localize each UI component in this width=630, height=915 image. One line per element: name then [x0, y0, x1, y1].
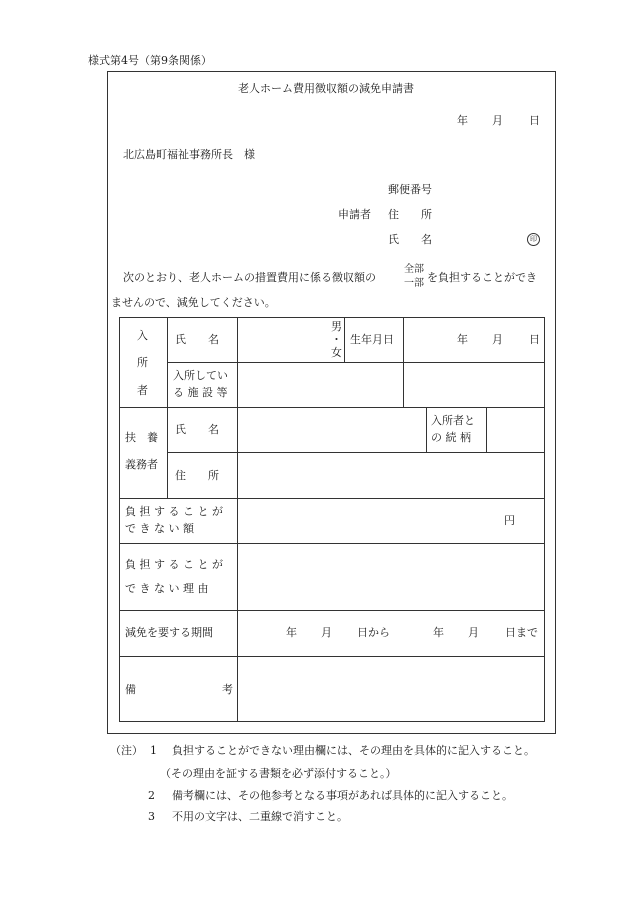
- remarks-label-char-2: 考: [222, 683, 233, 696]
- period-to-year: 年: [433, 626, 444, 639]
- period-label: 減免を要する期間: [125, 626, 213, 639]
- note-1-number: 1: [150, 744, 157, 757]
- note-3-text: 不用の文字は、二重線で消すこと。: [172, 810, 348, 823]
- resident-group-char-2: 所: [137, 356, 148, 369]
- note-2-number: 2: [148, 789, 155, 802]
- birth-day-label: 日: [529, 333, 540, 346]
- amount-label-line2: で き な い 額: [125, 522, 194, 535]
- note-3-number: 3: [148, 810, 155, 823]
- applicant-address-label: 住 所: [388, 208, 432, 221]
- relation-label-line1: 入所者と: [431, 414, 475, 427]
- gender-separator: ・: [331, 333, 342, 346]
- choice-all: 全部: [404, 264, 424, 275]
- statement-line1-after: を負担することができ: [427, 271, 537, 284]
- period-from-year: 年: [286, 626, 297, 639]
- birth-year-label: 年: [457, 333, 468, 346]
- supporter-name-label: 氏 名: [175, 423, 219, 436]
- birth-month-label: 月: [492, 333, 503, 346]
- note-1-subtext: （その理由を証する書類を必ず添付すること。）: [160, 767, 397, 780]
- resident-group-char-1: 入: [137, 329, 148, 342]
- relation-label-line2: の 続 柄: [431, 431, 471, 444]
- gender-male: 男: [331, 320, 342, 333]
- period-from-month: 月: [321, 626, 332, 639]
- form-number: 様式第4号（第9条関係）: [88, 54, 212, 67]
- period-to-month: 月: [468, 626, 479, 639]
- addressee: 北広島町福祉事務所長 様: [123, 148, 255, 161]
- date-day-label: 日: [529, 114, 540, 127]
- supporter-address-label: 住 所: [175, 469, 219, 482]
- facility-label-line1: 入所してい: [173, 369, 228, 382]
- period-to-day: 日まで: [505, 626, 538, 639]
- note-2-text: 備考欄には、その他参考となる事項があれば具体的に記入すること。: [172, 789, 513, 802]
- resident-group-char-3: 者: [137, 384, 148, 397]
- resident-name-label: 氏 名: [175, 333, 219, 346]
- amount-label-line1: 負 担 す る こ と が: [125, 505, 223, 518]
- date-month-label: 月: [492, 114, 503, 127]
- reason-label-line2: で き な い 理 由: [125, 582, 209, 595]
- date-year-label: 年: [457, 114, 468, 127]
- applicant-label: 申請者: [338, 208, 371, 221]
- postal-code-label: 郵便番号: [388, 183, 432, 196]
- seal-mark: 印: [527, 233, 540, 246]
- applicant-name-label: 氏 名: [388, 233, 432, 246]
- form-title: 老人ホーム費用徴収額の減免申請書: [238, 82, 414, 95]
- birthdate-label: 生年月日: [350, 333, 394, 346]
- choice-part: 一部: [404, 278, 424, 289]
- remarks-label-char-1: 備: [125, 683, 136, 696]
- notes-prefix: （注）: [110, 744, 143, 757]
- note-1-text: 負担することができない理由欄には、その理由を具体的に記入すること。: [172, 744, 535, 757]
- reason-label-line1: 負 担 す る こ と が: [125, 558, 223, 571]
- amount-unit: 円: [504, 514, 515, 527]
- period-from-day: 日から: [357, 626, 390, 639]
- supporter-group-line1: 扶 養: [125, 431, 158, 444]
- gender-female: 女: [331, 346, 342, 359]
- supporter-group-line2: 義務者: [125, 458, 158, 471]
- facility-label-line2: る 施 設 等: [173, 386, 228, 399]
- statement-line1-before: 次のとおり、老人ホームの措置費用に係る徴収額の: [123, 271, 376, 284]
- statement-line2: ませんので、減免してください。: [111, 296, 276, 309]
